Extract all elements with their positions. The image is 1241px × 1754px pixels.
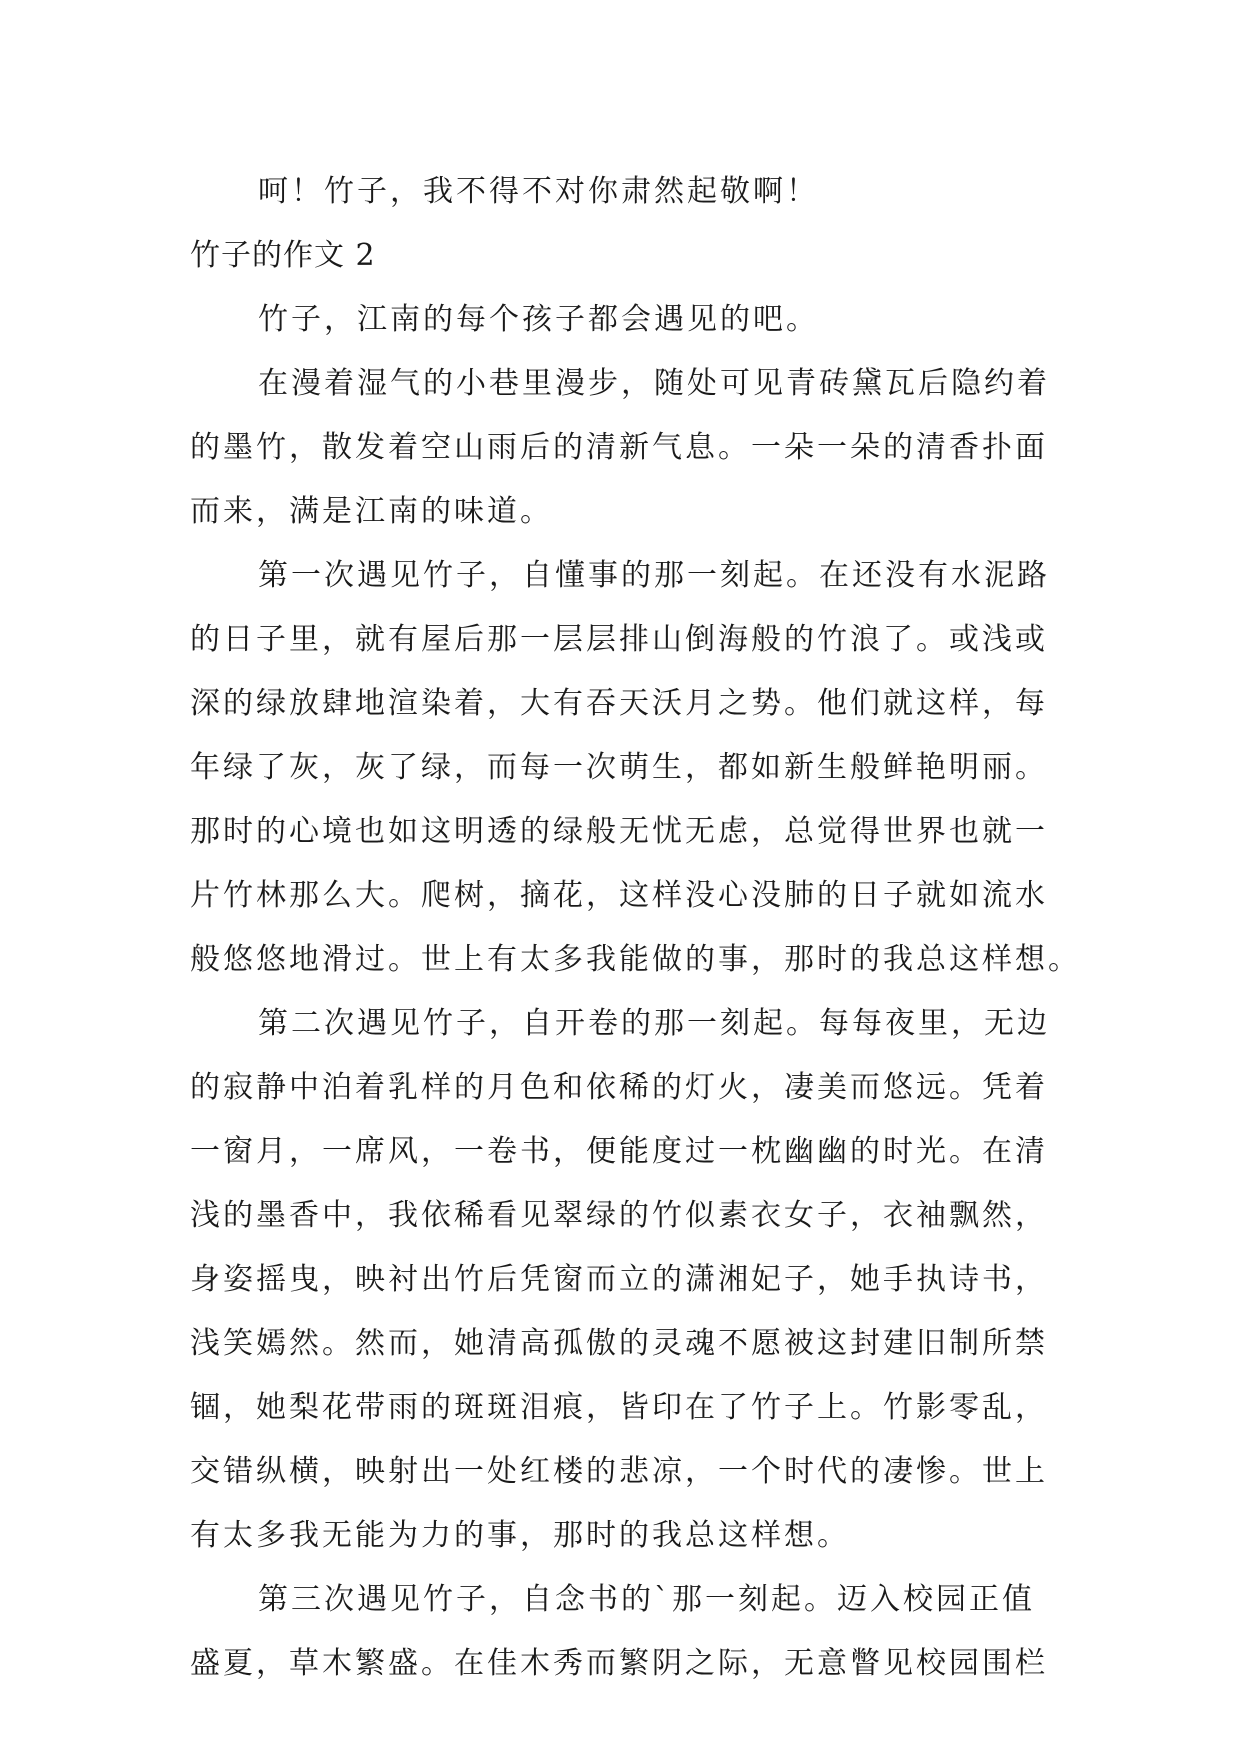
opening-line: 呵！竹子，我不得不对你肃然起敬啊！ xyxy=(258,174,819,209)
paragraph-line: 片竹林那么大。爬树，摘花，这样没心没肺的日子就如流水 xyxy=(190,878,1048,913)
paragraph-line: 竹子，江南的每个孩子都会遇见的吧。 xyxy=(258,302,819,337)
paragraph-line: 般悠悠地滑过。世上有太多我能做的事，那时的我总这样想。 xyxy=(190,942,1081,977)
paragraph-3 xyxy=(190,544,1081,992)
paragraph-line: 身姿摇曳，映衬出竹后凭窗而立的潇湘妃子，她手执诗书， xyxy=(190,1262,1048,1297)
paragraph-line: 的日子里，就有屋后那一层层排山倒海般的竹浪了。或浅或 xyxy=(190,622,1048,657)
paragraph-line: 而来，满是江南的味道。 xyxy=(190,494,553,529)
section-heading: 竹子的作文 2 xyxy=(190,238,376,273)
paragraph-line: 第一次遇见竹子，自懂事的那一刻起。在还没有水泥路 xyxy=(258,558,1050,593)
paragraph-line: 浅笑嫣然。然而，她清高孤傲的灵魂不愿被这封建旧制所禁 xyxy=(190,1326,1048,1361)
paragraph-line: 的墨竹，散发着空山雨后的清新气息。一朵一朵的清香扑面 xyxy=(190,430,1048,465)
paragraph-line: 深的绿放肆地渲染着，大有吞天沃月之势。他们就这样，每 xyxy=(190,686,1048,721)
paragraph-2 xyxy=(190,352,1060,544)
paragraph-line: 交错纵横，映射出一处红楼的悲凉，一个时代的凄惨。世上 xyxy=(190,1454,1048,1489)
paragraph-line: 第三次遇见竹子，自念书的`那一刻起。迈入校园正值 xyxy=(258,1582,1035,1617)
paragraph-line: 一窗月，一席风，一卷书，便能度过一枕幽幽的时光。在清 xyxy=(190,1134,1048,1169)
paragraph-5 xyxy=(190,1568,1060,1696)
paragraph-line: 盛夏，草木繁盛。在佳木秀而繁阴之际，无意瞥见校园围栏 xyxy=(190,1646,1048,1681)
paragraph-line: 那时的心境也如这明透的绿般无忧无虑，总觉得世界也就一 xyxy=(190,814,1048,849)
paragraph-line: 的寂静中泊着乳样的月色和依稀的灯火，凄美而悠远。凭着 xyxy=(190,1070,1048,1105)
paragraph-4 xyxy=(190,992,1060,1568)
paragraph-1 xyxy=(190,288,1060,352)
paragraph-line: 第二次遇见竹子，自开卷的那一刻起。每每夜里，无边 xyxy=(258,1006,1050,1041)
paragraph-line: 在漫着湿气的小巷里漫步，随处可见青砖黛瓦后隐约着 xyxy=(258,366,1050,401)
document-body xyxy=(190,160,1081,1696)
paragraph-line: 年绿了灰，灰了绿，而每一次萌生，都如新生般鲜艳明丽。 xyxy=(190,750,1048,785)
paragraph-line: 有太多我无能为力的事，那时的我总这样想。 xyxy=(190,1518,850,1553)
paragraph-line: 浅的墨香中，我依稀看见翠绿的竹似素衣女子，衣袖飘然， xyxy=(190,1198,1048,1233)
paragraph-line: 锢，她梨花带雨的斑斑泪痕，皆印在了竹子上。竹影零乱， xyxy=(190,1390,1048,1425)
